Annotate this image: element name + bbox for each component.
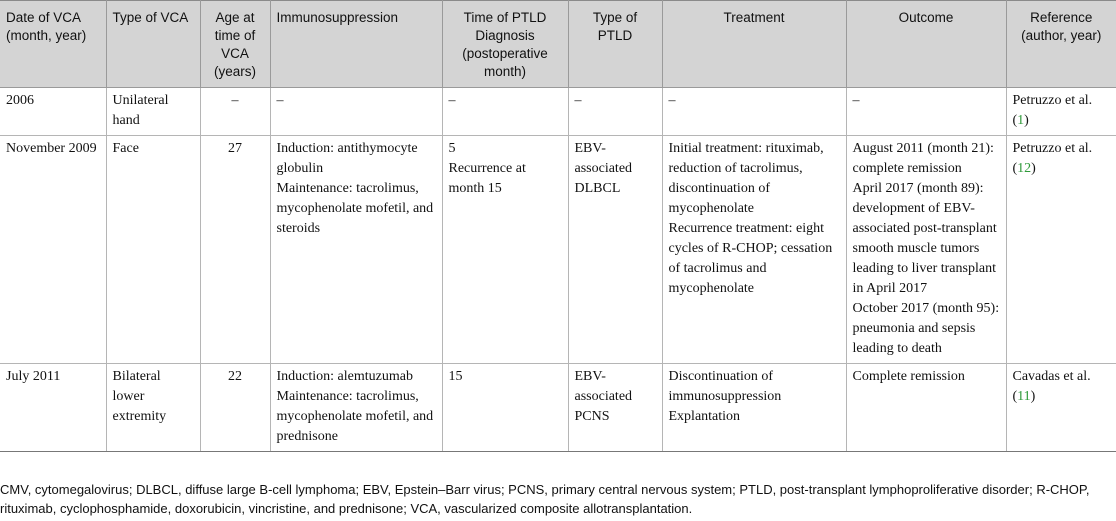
col-header-outcome: Outcome [846,1,1006,88]
reference-close: ) [1031,161,1036,176]
cell-age: 22 [200,364,270,452]
reference-author: Cavadas et al. ( [1012,369,1091,404]
cell-date: July 2011 [0,364,106,452]
cell-immunosuppression: – [270,88,442,136]
reference-link[interactable]: 12 [1017,161,1032,176]
cell-type: Unilateral hand [106,88,200,136]
cell-time: 15 [442,364,568,452]
cell-age: – [200,88,270,136]
reference-close: ) [1024,113,1029,128]
cell-immunosuppression: Induction: alemtuzumab Maintenance: tacrolimus, mycophenolate mofetil, and prednisone [270,364,442,452]
table-header-row [0,1,1116,88]
col-header-date: Date of VCA (month, year) [0,1,106,88]
cell-date: 2006 [0,88,106,136]
col-header-ptld-type: Type of PTLD [568,1,662,88]
col-header-type: Type of VCA [106,1,200,88]
table-row [0,88,1116,136]
col-header-immunosuppression: Immunosuppression [270,1,442,88]
col-header-age: Age at time of VCA (years) [200,1,270,88]
cell-time: – [442,88,568,136]
cell-ptld-type: EBV-associated PCNS [568,364,662,452]
cell-treatment: – [662,88,846,136]
reference-link[interactable]: 1 [1017,113,1025,128]
cell-treatment: Initial treatment: rituximab, reduction of tacrolimus, discontinuation of mycophenolate Recurrence treatment: eight cycles of R-CHOP; cessation of tacrolimus and mycophenolate [662,136,846,364]
table-row [0,364,1116,452]
cell-treatment: Discontinuation of immunosuppression Explantation [662,364,846,452]
cell-type: Face [106,136,200,364]
reference-author: Petruzzo et al. ( [1012,141,1093,176]
cell-reference [1006,136,1116,364]
cell-type: Bilateral lower extremity [106,364,200,452]
cell-reference [1006,364,1116,452]
cell-time: 5 Recurrence at month 15 [442,136,568,364]
cell-date: November 2009 [0,136,106,364]
cell-outcome: August 2011 (month 21): complete remission April 2017 (month 89): development of EBV-associated post-transplant smooth muscle tumors leading to liver transplant in April 2017 October 2017 (month 95): pneumonia and sepsis leading to death [846,136,1006,364]
cell-outcome: – [846,88,1006,136]
col-header-time: Time of PTLD Diagnosis (postoperative month) [442,1,568,88]
cell-reference [1006,88,1116,136]
cell-ptld-type: EBV-associated DLBCL [568,136,662,364]
cell-outcome: Complete remission [846,364,1006,452]
cell-ptld-type: – [568,88,662,136]
table-footnote: CMV, cytomegalovirus; DLBCL, diffuse large B-cell lymphoma; EBV, Epstein–Barr virus; PCNS, primary central nervous system; PTLD, post-transplant lymphoproliferative disorder; R-CHOP, rituximab, cyclophosphamide, doxorubicin, vincristine, and prednisone; VCA, vascularized composite allotransplantation. [0,482,1090,516]
col-header-treatment: Treatment [662,1,846,88]
reference-close: ) [1030,389,1036,404]
reference-author: Petruzzo et al. ( [1012,93,1093,128]
reference-link[interactable]: 11 [1017,389,1031,404]
cell-immunosuppression: Induction: antithymocyte globulin Maintenance: tacrolimus, mycophenolate mofetil, and steroids [270,136,442,364]
table-row [0,136,1116,364]
cell-age: 27 [200,136,270,364]
col-header-reference: Reference (author, year) [1006,1,1116,88]
